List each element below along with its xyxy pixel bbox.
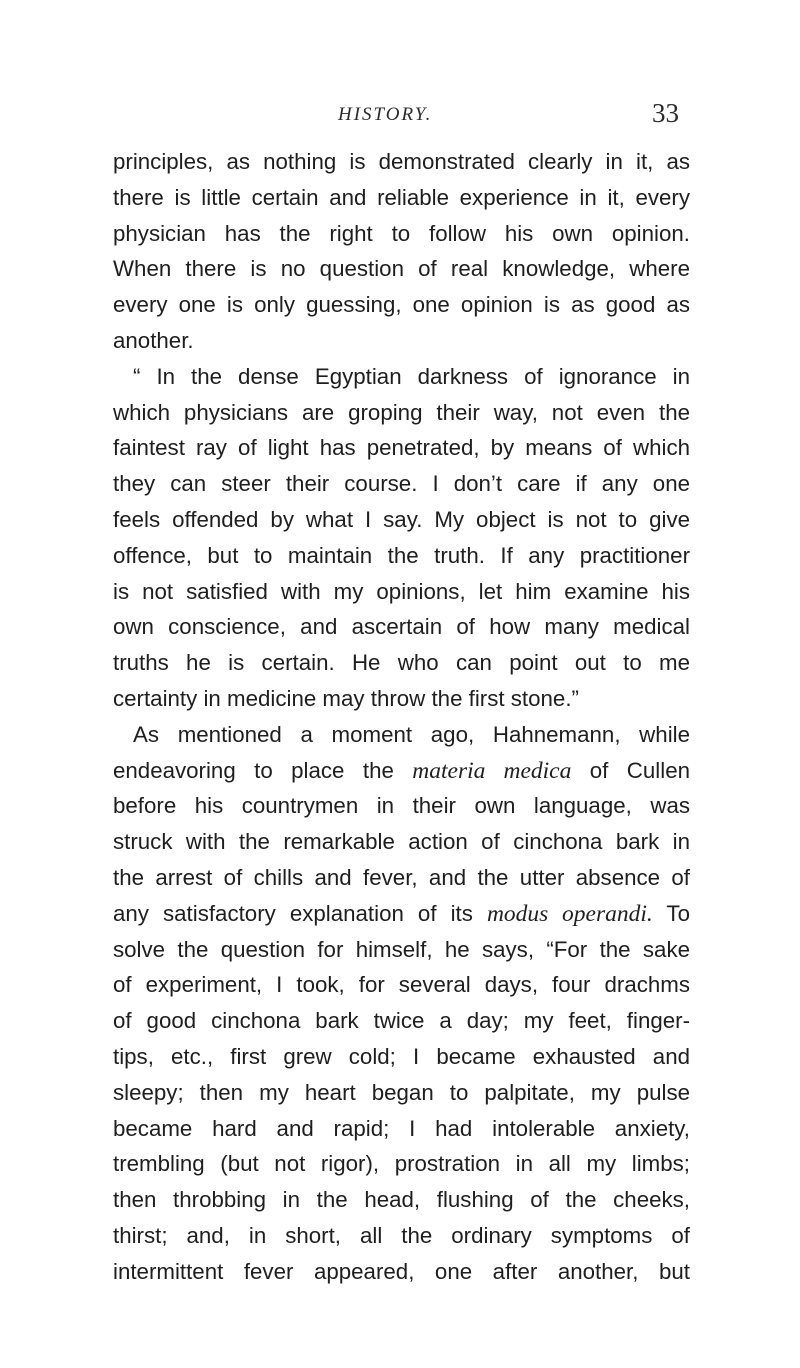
text-line: is not satisfied with my opinions, let him examine his — [113, 578, 690, 604]
text-line: faintest ray of light has penetrated, by means of which — [113, 435, 690, 461]
text-segment: any satisfactory explanation of its — [113, 900, 487, 926]
text-line: before his countrymen in their own language, was — [113, 793, 690, 819]
text-line: solve the question for himself, he says, “For the sake — [113, 936, 690, 962]
text-segment: of Cullen — [571, 757, 690, 783]
text-line: When there is no question of real knowledge, where — [113, 256, 690, 282]
text-segment: endeavoring to place the — [113, 757, 413, 783]
text-line: truths he is certain. He who can point out to me — [113, 650, 690, 676]
italic-term: materia medica — [412, 757, 572, 784]
text-line: intermittent fever appeared, one after another, but — [113, 1258, 690, 1284]
text-line: thirst; and, in short, all the ordinary symptoms of — [113, 1222, 690, 1248]
text-line: offence, but to maintain the truth. If any practitioner — [113, 542, 690, 568]
page-number: 33 — [652, 98, 679, 128]
text-line: struck with the remarkable action of cinchona bark in — [113, 829, 690, 855]
text-line: feels offended by what I say. My object is not to give — [113, 506, 690, 532]
text-line: physician has the right to follow his own opinion. — [113, 220, 690, 246]
running-head — [0, 96, 800, 140]
text-line — [113, 753, 690, 789]
text-line: certainty in medicine may throw the first stone.” — [113, 685, 579, 711]
text-line: became hard and rapid; I had intolerable anxiety, — [113, 1115, 690, 1141]
text-line: then throbbing in the head, flushing of the cheeks, — [113, 1187, 690, 1213]
running-title: HISTORY. — [338, 104, 433, 125]
text-line: principles, as nothing is demonstrated clearly in it, as — [113, 149, 690, 174]
text-line: which physicians are groping their way, not even the — [113, 399, 690, 425]
body-text — [113, 144, 690, 1290]
text-line: there is little certain and reliable experience in it, every — [113, 184, 690, 210]
text-line: of good cinchona bark twice a day; my feet, finger- — [113, 1008, 690, 1034]
text-segment: To — [652, 900, 690, 926]
text-line: own conscience, and ascertain of how many medical — [113, 614, 690, 640]
text-line: every one is only guessing, one opinion is as good as — [113, 292, 690, 318]
text-line: sleepy; then my heart began to palpitate, my pulse — [113, 1079, 690, 1105]
italic-term: modus operandi. — [486, 900, 653, 927]
text-line: “ In the dense Egyptian darkness of ignorance in — [133, 363, 690, 389]
text-line: they can steer their course. I don’t care if any one — [113, 471, 690, 497]
text-line: of experiment, I took, for several days, four drachms — [113, 972, 690, 998]
text-line: tips, etc., first grew cold; I became exhausted and — [113, 1043, 690, 1069]
text-line: trembling (but not rigor), prostration in all my limbs; — [113, 1151, 690, 1177]
text-line — [113, 896, 690, 932]
text-line: another. — [113, 327, 194, 353]
text-line: As mentioned a moment ago, Hahnemann, while — [133, 721, 690, 747]
text-line: the arrest of chills and fever, and the utter absence of — [113, 864, 690, 890]
